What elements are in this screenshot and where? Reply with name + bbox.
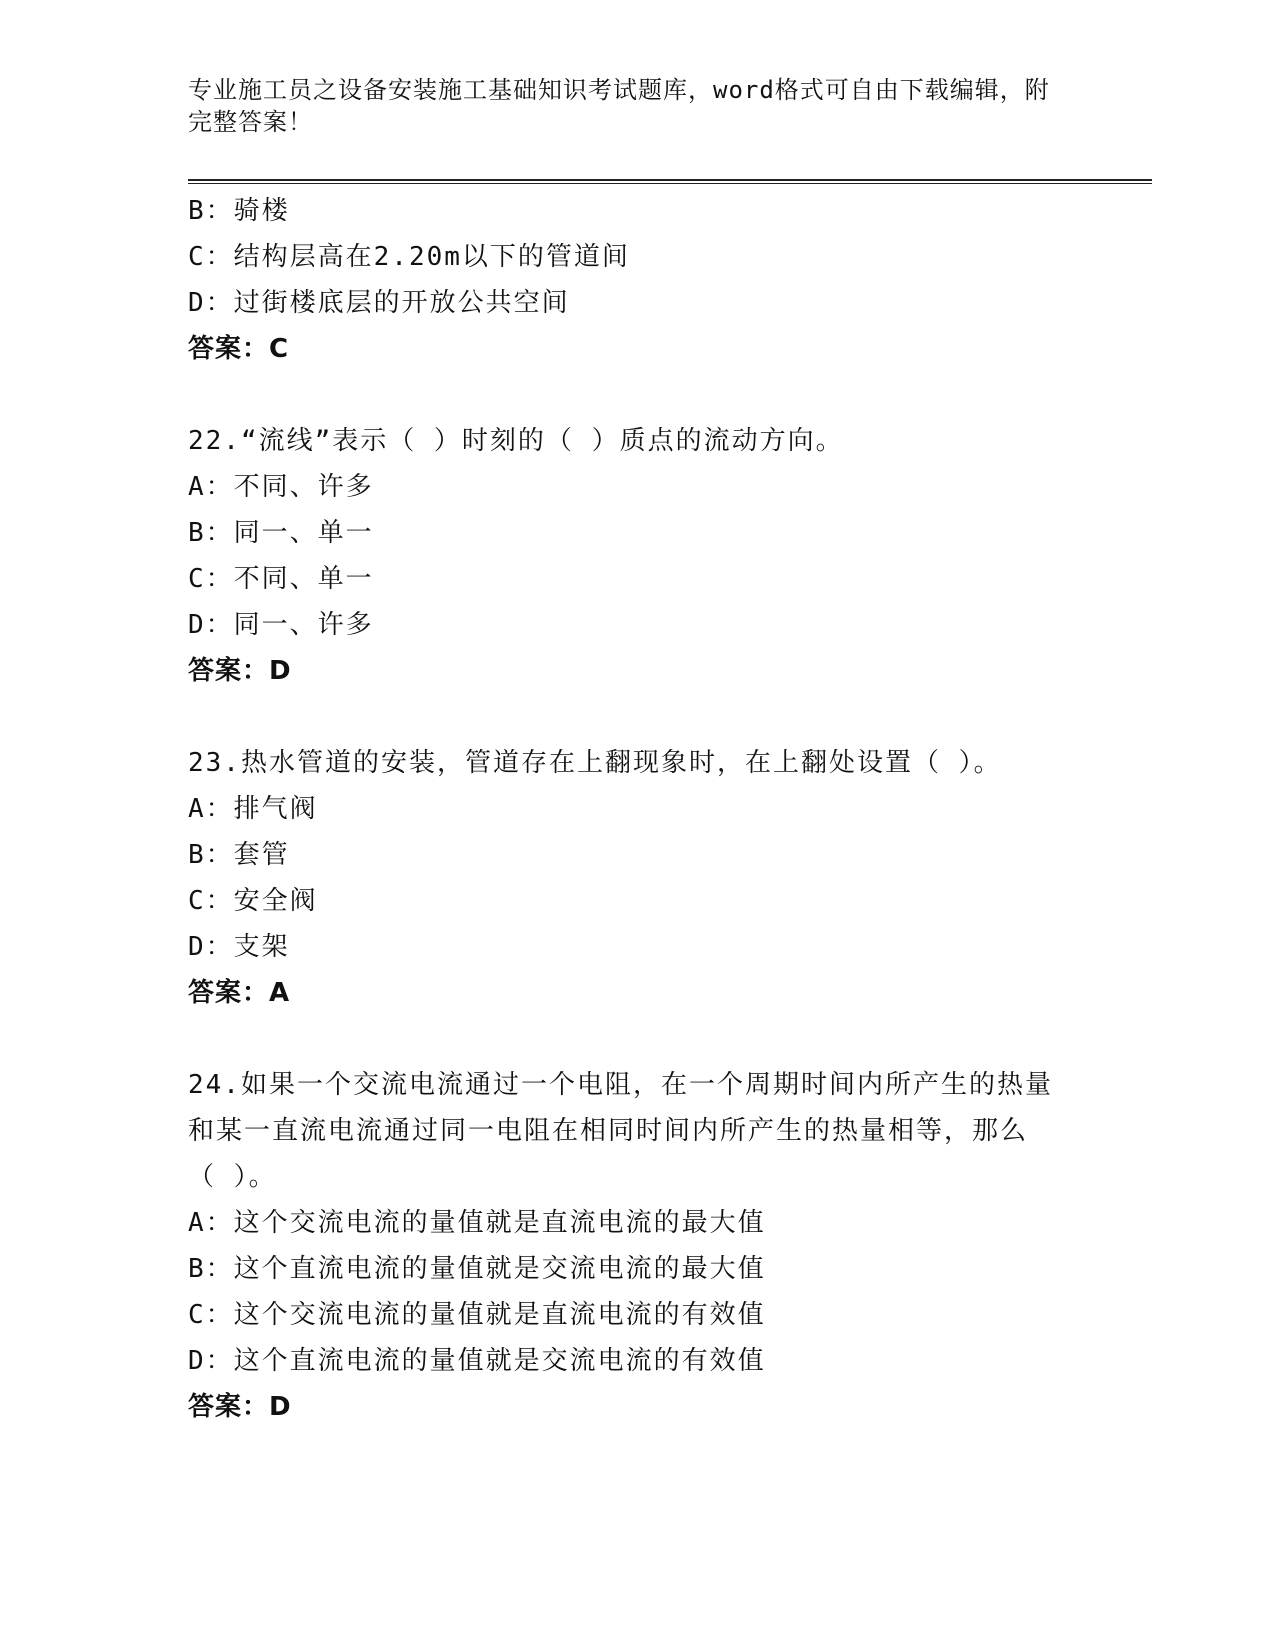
question-22 [188, 418, 1088, 694]
question-23 [188, 740, 1088, 1016]
answer-line: 答案：A [188, 978, 291, 1008]
question-stem-line-1: 24.如果一个交流电流通过一个电阻，在一个周期时间内所产生的热量 [188, 1070, 1053, 1100]
header-divider-thin [188, 183, 1152, 184]
question-stem: 23.热水管道的安装，管道存在上翻现象时，在上翻处设置（ ）。 [188, 748, 1002, 778]
option-a: A：不同、许多 [188, 472, 374, 502]
question-21-tail [188, 188, 1088, 372]
question-stem: 22.“流线”表示（ ）时刻的（ ）质点的流动方向。 [188, 426, 844, 456]
option-d: D：这个直流电流的量值就是交流电流的有效值 [188, 1346, 766, 1376]
answer-line: 答案：D [188, 656, 292, 686]
option-c: C：这个交流电流的量值就是直流电流的有效值 [188, 1300, 766, 1330]
question-24 [188, 1062, 1088, 1430]
option-d: D：同一、许多 [188, 610, 374, 640]
option-d: D：支架 [188, 932, 290, 962]
question-stem-line-3: （ ）。 [188, 1162, 277, 1192]
answer-line: 答案：C [188, 334, 290, 364]
question-gap [188, 1016, 1088, 1062]
question-stem-line-2: 和某一直流电流通过同一电阻在相同时间内所产生的热量相等，那么 [188, 1116, 1029, 1146]
option-a: A：排气阀 [188, 794, 318, 824]
question-list [188, 188, 1088, 1430]
document-header: 专业施工员之设备安装施工基础知识考试题库，word格式可自由下载编辑，附完整答案！ [188, 76, 1050, 136]
question-gap [188, 694, 1088, 740]
option-c: C：结构层高在2.20m以下的管道间 [188, 242, 630, 272]
header-divider-thick [188, 179, 1152, 181]
option-b: B：同一、单一 [188, 518, 374, 548]
option-b: B：骑楼 [188, 196, 290, 226]
option-b: B：套管 [188, 840, 290, 870]
answer-line: 答案：D [188, 1392, 292, 1422]
option-c: C：不同、单一 [188, 564, 374, 594]
option-a: A：这个交流电流的量值就是直流电流的最大值 [188, 1208, 766, 1238]
question-gap [188, 372, 1088, 418]
option-b: B：这个直流电流的量值就是交流电流的最大值 [188, 1254, 766, 1284]
option-d: D：过街楼底层的开放公共空间 [188, 288, 570, 318]
option-c: C：安全阀 [188, 886, 318, 916]
